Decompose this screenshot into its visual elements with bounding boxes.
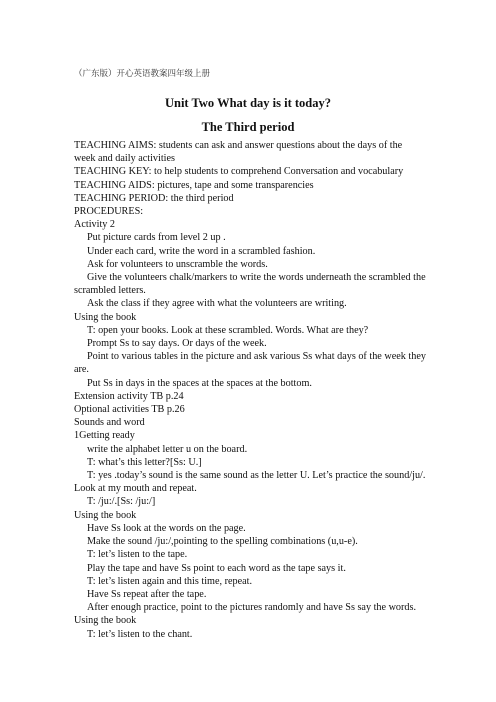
- paragraph: Using the book: [74, 311, 137, 323]
- unit-title: Unit Two What day is it today?: [164, 96, 331, 110]
- lesson-body: [74, 139, 426, 641]
- paragraph: Ask for volunteers to unscramble the words.: [87, 258, 268, 270]
- paragraph: Sounds and word: [74, 417, 145, 429]
- paragraph: 1Getting ready: [74, 430, 135, 442]
- paragraph: write the alphabet letter u on the board.: [87, 443, 248, 455]
- paragraph: Prompt Ss to say days. Or days of the week.: [87, 338, 267, 350]
- paragraph: T: let’s listen to the tape.: [87, 549, 188, 561]
- period-title: The Third period: [201, 120, 295, 134]
- paragraph: T: let’s listen to the chant.: [87, 628, 193, 640]
- paragraph: Using the book: [74, 509, 137, 521]
- paragraph: Give the volunteers chalk/markers to write the words underneath the scrambled the scrambled letters.: [74, 272, 426, 297]
- document-header: （广东版）开心英语教案四年级上册: [74, 69, 211, 79]
- paragraph: Using the book: [74, 615, 137, 627]
- paragraph: T: yes .today’s sound is the same sound as the letter U. Let’s practice the sound/ju/. Look at my mouth and repeat.: [74, 470, 426, 495]
- paragraph: TEACHING AIMS: students can ask and answer questions about the days of the week and daily activities: [74, 140, 403, 165]
- paragraph: Activity 2: [74, 219, 116, 231]
- paragraph: After enough practice, point to the pictures randomly and have Ss say the words.: [87, 602, 417, 614]
- paragraph: T: open your books. Look at these scrambled. Words. What are they?: [87, 324, 369, 336]
- paragraph: Have Ss look at the words on the page.: [87, 522, 246, 534]
- paragraph: Under each card, write the word in a scrambled fashion.: [87, 245, 316, 257]
- paragraph: TEACHING KEY: to help students to comprehend Conversation and vocabulary: [74, 166, 404, 178]
- paragraph: Put Ss in days in the spaces at the spaces at the bottom.: [87, 377, 312, 389]
- paragraph: Optional activities TB p.26: [74, 404, 185, 416]
- paragraph: Put picture cards from level 2 up .: [87, 232, 226, 244]
- paragraph: T: what’s this letter?[Ss: U.]: [87, 456, 202, 468]
- paragraph: Point to various tables in the picture and ask various Ss what days of the week they are.: [74, 351, 426, 376]
- paragraph: Ask the class if they agree with what the volunteers are writing.: [87, 298, 347, 310]
- paragraph: Make the sound /ju:/,pointing to the spelling combinations (u,u-e).: [87, 536, 358, 548]
- paragraph: Play the tape and have Ss point to each word as the tape says it.: [87, 562, 346, 574]
- paragraph: T: /ju:/.[Ss: /ju:/]: [87, 496, 156, 508]
- paragraph: Extension activity TB p.24: [74, 390, 184, 402]
- paragraph: T: let’s listen again and this time, repeat.: [87, 575, 252, 587]
- paragraph: TEACHING AIDS: pictures, tape and some transparencies: [74, 179, 314, 191]
- paragraph: PROCEDURES:: [74, 206, 144, 218]
- paragraph: Have Ss repeat after the tape.: [87, 588, 207, 600]
- paragraph: TEACHING PERIOD: the third period: [74, 192, 234, 204]
